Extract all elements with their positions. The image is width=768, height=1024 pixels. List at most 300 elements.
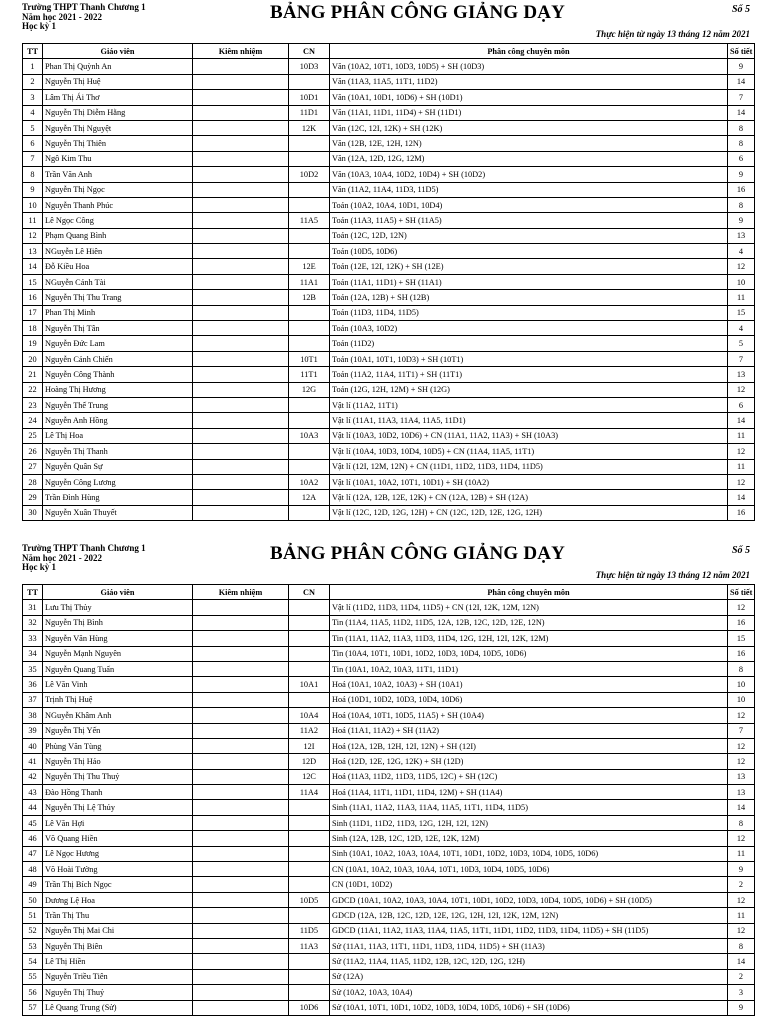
table-row: [23, 182, 755, 197]
cell-assignment: Sử (10A1, 10T1, 10D1, 10D2, 10D3, 10D4, 10D5, 10D6) + SH (10D6): [330, 1000, 728, 1015]
cell-homeroom: [289, 631, 330, 646]
cell-extra-duty: [193, 474, 289, 489]
cell-homeroom: 10A3: [289, 428, 330, 443]
cell-assignment: Văn (12B, 12E, 12H, 12N): [330, 136, 728, 151]
cell-assignment: Văn (10A2, 10T1, 10D3, 10D5) + SH (10D3): [330, 59, 728, 74]
cell-tt: 9: [23, 182, 43, 197]
cell-tt: 34: [23, 646, 43, 661]
assignment-sheet-1: [22, 2, 754, 521]
cell-tt: 45: [23, 815, 43, 830]
cell-teacher: Nguyễn Thị Thanh: [43, 444, 193, 459]
cell-periods: 9: [728, 1000, 755, 1015]
cell-teacher: Nguyễn Thanh Phúc: [43, 197, 193, 212]
cell-assignment: Vật lí (12I, 12M, 12N) + CN (11D1, 11D2, 11D3, 11D4, 11D5): [330, 459, 728, 474]
cell-assignment: Sử (12A): [330, 969, 728, 984]
school-term: Học kỳ 1: [22, 21, 57, 31]
cell-tt: 22: [23, 382, 43, 397]
cell-assignment: Sinh (10A1, 10A2, 10A3, 10A4, 10T1, 10D1, 10D2, 10D3, 10D4, 10D5, 10D6): [330, 846, 728, 861]
cell-homeroom: [289, 877, 330, 892]
cell-periods: 11: [728, 459, 755, 474]
cell-assignment: Hoá (10A4, 10T1, 10D5, 11A5) + SH (10A4): [330, 708, 728, 723]
cell-periods: 13: [728, 785, 755, 800]
table-row: [23, 259, 755, 274]
cell-tt: 17: [23, 305, 43, 320]
cell-homeroom: [289, 321, 330, 336]
cell-homeroom: [289, 800, 330, 815]
table-row: [23, 923, 755, 938]
cell-tt: 1: [23, 59, 43, 74]
cell-homeroom: [289, 862, 330, 877]
cell-teacher: Nguyễn Thị Lệ Thủy: [43, 800, 193, 815]
cell-teacher: Lâm Thị Ái Thơ: [43, 90, 193, 105]
cell-homeroom: 10D5: [289, 892, 330, 907]
cell-extra-duty: [193, 74, 289, 89]
cell-tt: 5: [23, 120, 43, 135]
cell-periods: 9: [728, 167, 755, 182]
cell-homeroom: 11D5: [289, 923, 330, 938]
cell-assignment: Toán (11D2): [330, 336, 728, 351]
cell-extra-duty: [193, 397, 289, 412]
cell-tt: 57: [23, 1000, 43, 1015]
cell-periods: 6: [728, 397, 755, 412]
cell-homeroom: 10D2: [289, 167, 330, 182]
cell-tt: 12: [23, 228, 43, 243]
cell-extra-duty: [193, 259, 289, 274]
table-row: [23, 723, 755, 738]
cell-homeroom: [289, 831, 330, 846]
assignment-sheet-2: [22, 543, 754, 1016]
cell-homeroom: [289, 444, 330, 459]
cell-extra-duty: [193, 661, 289, 676]
cell-homeroom: 11A3: [289, 938, 330, 953]
cell-teacher: Nguyễn Công Lương: [43, 474, 193, 489]
cell-periods: 12: [728, 892, 755, 907]
cell-teacher: Nguyễn Thị Diễm Hằng: [43, 105, 193, 120]
header-col-tt: TT: [23, 44, 43, 59]
table-row: [23, 120, 755, 135]
cell-teacher: Nguyễn Thị Yến: [43, 723, 193, 738]
cell-periods: 14: [728, 413, 755, 428]
cell-teacher: Trần Đình Hùng: [43, 490, 193, 505]
cell-assignment: Tin (10A4, 10T1, 10D1, 10D2, 10D3, 10D4, 10D5, 10D6): [330, 646, 728, 661]
cell-extra-duty: [193, 877, 289, 892]
cell-periods: 13: [728, 228, 755, 243]
cell-tt: 23: [23, 397, 43, 412]
cell-teacher: Lê Văn Hợi: [43, 815, 193, 830]
cell-assignment: Vật lí (10A4, 10D3, 10D4, 10D5) + CN (11A4, 11A5, 11T1): [330, 444, 728, 459]
sheet-number: Số 5: [731, 545, 750, 556]
cell-assignment: Sinh (11A1, 11A2, 11A3, 11A4, 11A5, 11T1, 11D4, 11D5): [330, 800, 728, 815]
cell-extra-duty: [193, 382, 289, 397]
cell-assignment: Hoá (12D, 12E, 12G, 12K) + SH (12D): [330, 754, 728, 769]
cell-homeroom: [289, 505, 330, 520]
cell-teacher: Đỗ Kiều Hoa: [43, 259, 193, 274]
cell-tt: 13: [23, 244, 43, 259]
table-row: [23, 336, 755, 351]
table-row: [23, 105, 755, 120]
cell-periods: 8: [728, 136, 755, 151]
cell-extra-duty: [193, 738, 289, 753]
cell-assignment: Toán (10A2, 10A4, 10D1, 10D4): [330, 197, 728, 212]
cell-homeroom: [289, 459, 330, 474]
cell-periods: 4: [728, 321, 755, 336]
cell-assignment: Văn (12A, 12D, 12G, 12M): [330, 151, 728, 166]
cell-tt: 33: [23, 631, 43, 646]
cell-tt: 26: [23, 444, 43, 459]
header-col-teacher: Giáo viên: [43, 585, 193, 600]
cell-periods: 14: [728, 954, 755, 969]
cell-extra-duty: [193, 105, 289, 120]
cell-periods: 10: [728, 692, 755, 707]
cell-extra-duty: [193, 600, 289, 615]
cell-homeroom: [289, 336, 330, 351]
cell-assignment: Văn (11A3, 11A5, 11T1, 11D2): [330, 74, 728, 89]
cell-assignment: Hoá (11A1, 11A2) + SH (11A2): [330, 723, 728, 738]
cell-homeroom: [289, 305, 330, 320]
header-col-teacher: Giáo viên: [43, 44, 193, 59]
cell-homeroom: [289, 815, 330, 830]
cell-tt: 47: [23, 846, 43, 861]
cell-tt: 55: [23, 969, 43, 984]
table-header-row: [23, 44, 755, 59]
cell-assignment: Văn (11A1, 11D1, 11D4) + SH (11D1): [330, 105, 728, 120]
cell-extra-duty: [193, 785, 289, 800]
cell-assignment: Vật lí (11D2, 11D3, 11D4, 11D5) + CN (12I, 12K, 12M, 12N): [330, 600, 728, 615]
header-col-assignment: Phân công chuyên môn: [330, 585, 728, 600]
cell-periods: 14: [728, 105, 755, 120]
cell-extra-duty: [193, 182, 289, 197]
header-col-assignment: Phân công chuyên môn: [330, 44, 728, 59]
cell-periods: 12: [728, 600, 755, 615]
cell-periods: 5: [728, 336, 755, 351]
cell-teacher: Đào Hồng Thanh: [43, 785, 193, 800]
cell-extra-duty: [193, 120, 289, 135]
table-row: [23, 136, 755, 151]
cell-extra-duty: [193, 428, 289, 443]
cell-assignment: GDCD (10A1, 10A2, 10A3, 10A4, 10T1, 10D1, 10D2, 10D3, 10D4, 10D5, 10D6) + SH (10D5): [330, 892, 728, 907]
cell-extra-duty: [193, 908, 289, 923]
cell-homeroom: 12D: [289, 754, 330, 769]
cell-assignment: Vật lí (11A1, 11A3, 11A4, 11A5, 11D1): [330, 413, 728, 428]
cell-assignment: Toán (10A3, 10D2): [330, 321, 728, 336]
table-row: [23, 505, 755, 520]
cell-tt: 39: [23, 723, 43, 738]
cell-homeroom: 10T1: [289, 351, 330, 366]
cell-teacher: Nguyễn Mạnh Nguyên: [43, 646, 193, 661]
cell-teacher: Nguyễn Quân Sự: [43, 459, 193, 474]
table-row: [23, 769, 755, 784]
cell-extra-duty: [193, 692, 289, 707]
table-row: [23, 661, 755, 676]
cell-tt: 25: [23, 428, 43, 443]
cell-assignment: Hoá (10A1, 10A2, 10A3) + SH (10A1): [330, 677, 728, 692]
cell-teacher: Trần Văn Anh: [43, 167, 193, 182]
cell-tt: 51: [23, 908, 43, 923]
cell-tt: 35: [23, 661, 43, 676]
table-row: [23, 74, 755, 89]
cell-homeroom: 10A4: [289, 708, 330, 723]
cell-teacher: Phạm Quang Bình: [43, 228, 193, 243]
cell-homeroom: 12I: [289, 738, 330, 753]
sheet-header: [22, 2, 754, 43]
school-name: Trường THPT Thanh Chương 1: [22, 543, 146, 553]
cell-periods: 16: [728, 615, 755, 630]
cell-teacher: Nguyễn Anh Hồng: [43, 413, 193, 428]
cell-periods: 12: [728, 708, 755, 723]
cell-extra-duty: [193, 490, 289, 505]
table-row: [23, 892, 755, 907]
cell-assignment: Toán (11A3, 11A5) + SH (11A5): [330, 213, 728, 228]
cell-teacher: Nguyễn Đức Lam: [43, 336, 193, 351]
page-title: BẢNG PHÂN CÔNG GIẢNG DẠY: [270, 543, 566, 564]
header-col-homeroom: CN: [289, 585, 330, 600]
table-row: [23, 1000, 755, 1015]
cell-extra-duty: [193, 862, 289, 877]
cell-periods: 16: [728, 182, 755, 197]
cell-homeroom: 12G: [289, 382, 330, 397]
header-col-tt: TT: [23, 585, 43, 600]
cell-teacher: Lê Thị Hiền: [43, 954, 193, 969]
cell-extra-duty: [193, 969, 289, 984]
cell-teacher: NGuyễn Cảnh Tài: [43, 274, 193, 289]
cell-teacher: Nguyễn Thị Thiên: [43, 136, 193, 151]
cell-extra-duty: [193, 708, 289, 723]
cell-extra-duty: [193, 213, 289, 228]
cell-teacher: Nguyễn Thị Tân: [43, 321, 193, 336]
table-row: [23, 985, 755, 1000]
sheet-header: [22, 543, 754, 584]
cell-teacher: Dương Lệ Hoa: [43, 892, 193, 907]
cell-periods: 16: [728, 505, 755, 520]
cell-tt: 8: [23, 167, 43, 182]
cell-teacher: Ngô Kim Thu: [43, 151, 193, 166]
cell-tt: 14: [23, 259, 43, 274]
table-row: [23, 213, 755, 228]
cell-homeroom: [289, 661, 330, 676]
table-row: [23, 351, 755, 366]
cell-tt: 49: [23, 877, 43, 892]
cell-periods: 11: [728, 846, 755, 861]
cell-teacher: Nguyễn Thị Thu Trang: [43, 290, 193, 305]
table-row: [23, 167, 755, 182]
cell-tt: 31: [23, 600, 43, 615]
table-row: [23, 444, 755, 459]
cell-extra-duty: [193, 90, 289, 105]
cell-assignment: Toán (11D3, 11D4, 11D5): [330, 305, 728, 320]
cell-tt: 38: [23, 708, 43, 723]
table-row: [23, 197, 755, 212]
table-row: [23, 738, 755, 753]
cell-periods: 10: [728, 274, 755, 289]
cell-homeroom: [289, 136, 330, 151]
cell-homeroom: [289, 969, 330, 984]
table-row: [23, 413, 755, 428]
cell-assignment: Sử (10A2, 10A3, 10A4): [330, 985, 728, 1000]
cell-homeroom: [289, 197, 330, 212]
cell-periods: 8: [728, 197, 755, 212]
cell-teacher: Nguyễn Cảnh Chiến: [43, 351, 193, 366]
cell-extra-duty: [193, 754, 289, 769]
school-term: Học kỳ 1: [22, 562, 57, 572]
cell-periods: 13: [728, 769, 755, 784]
table-row: [23, 969, 755, 984]
cell-homeroom: [289, 151, 330, 166]
cell-periods: 8: [728, 815, 755, 830]
cell-homeroom: 11A5: [289, 213, 330, 228]
cell-periods: 12: [728, 923, 755, 938]
cell-tt: 50: [23, 892, 43, 907]
cell-teacher: Phùng Văn Tùng: [43, 738, 193, 753]
cell-tt: 21: [23, 367, 43, 382]
cell-periods: 11: [728, 908, 755, 923]
cell-homeroom: 12A: [289, 490, 330, 505]
cell-tt: 53: [23, 938, 43, 953]
cell-assignment: Văn (12C, 12I, 12K) + SH (12K): [330, 120, 728, 135]
cell-assignment: Toán (10D5, 10D6): [330, 244, 728, 259]
cell-tt: 3: [23, 90, 43, 105]
cell-extra-duty: [193, 367, 289, 382]
cell-periods: 11: [728, 290, 755, 305]
cell-assignment: Vật lí (11A2, 11T1): [330, 397, 728, 412]
table-row: [23, 600, 755, 615]
cell-teacher: Nguyễn Thị Biên: [43, 938, 193, 953]
cell-assignment: GDCD (12A, 12B, 12C, 12D, 12E, 12G, 12H, 12I, 12K, 12M, 12N): [330, 908, 728, 923]
cell-teacher: NGuyễn Lê Hiên: [43, 244, 193, 259]
cell-homeroom: [289, 646, 330, 661]
table-row: [23, 831, 755, 846]
effective-date: Thực hiện từ ngày 13 tháng 12 năm 2021: [595, 29, 750, 39]
cell-periods: 8: [728, 938, 755, 953]
cell-teacher: Lê Ngọc Công: [43, 213, 193, 228]
cell-teacher: Nguyễn Triều Tiên: [43, 969, 193, 984]
header-col-homeroom: CN: [289, 44, 330, 59]
cell-teacher: Nguyễn Thị Bình: [43, 615, 193, 630]
cell-assignment: Vật lí (12C, 12D, 12G, 12H) + CN (12C, 12D, 12E, 12G, 12H): [330, 505, 728, 520]
cell-teacher: Lê Quang Trung (Sử): [43, 1000, 193, 1015]
sheet-number: Số 5: [731, 4, 750, 15]
cell-extra-duty: [193, 413, 289, 428]
table-row: [23, 877, 755, 892]
cell-extra-duty: [193, 444, 289, 459]
cell-periods: 10: [728, 677, 755, 692]
cell-homeroom: [289, 908, 330, 923]
cell-assignment: Hoá (12A, 12B, 12H, 12I, 12N) + SH (12I): [330, 738, 728, 753]
cell-tt: 2: [23, 74, 43, 89]
table-row: [23, 631, 755, 646]
cell-teacher: Võ Quang Hiền: [43, 831, 193, 846]
school-year: Năm học 2021 - 2022: [22, 11, 102, 22]
cell-homeroom: 10D1: [289, 90, 330, 105]
cell-homeroom: 11A1: [289, 274, 330, 289]
table-row: [23, 954, 755, 969]
cell-tt: 11: [23, 213, 43, 228]
cell-periods: 14: [728, 490, 755, 505]
cell-tt: 30: [23, 505, 43, 520]
cell-tt: 52: [23, 923, 43, 938]
table-row: [23, 846, 755, 861]
cell-periods: 12: [728, 754, 755, 769]
cell-extra-duty: [193, 459, 289, 474]
cell-extra-duty: [193, 336, 289, 351]
cell-tt: 27: [23, 459, 43, 474]
cell-tt: 40: [23, 738, 43, 753]
table-row: [23, 274, 755, 289]
cell-tt: 24: [23, 413, 43, 428]
cell-teacher: Nguyễn Thị Thu Thuỷ: [43, 769, 193, 784]
cell-assignment: Văn (10A3, 10A4, 10D2, 10D4) + SH (10D2): [330, 167, 728, 182]
cell-tt: 43: [23, 785, 43, 800]
table-row: [23, 785, 755, 800]
cell-periods: 3: [728, 985, 755, 1000]
cell-extra-duty: [193, 1000, 289, 1015]
cell-assignment: Văn (11A2, 11A4, 11D3, 11D5): [330, 182, 728, 197]
cell-assignment: Hoá (10D1, 10D2, 10D3, 10D4, 10D6): [330, 692, 728, 707]
table-row: [23, 708, 755, 723]
cell-periods: 7: [728, 351, 755, 366]
header-col-periods: Số tiết: [728, 585, 755, 600]
table-row: [23, 397, 755, 412]
cell-homeroom: [289, 615, 330, 630]
table-row: [23, 800, 755, 815]
cell-periods: 15: [728, 631, 755, 646]
table-row: [23, 90, 755, 105]
cell-tt: 15: [23, 274, 43, 289]
cell-extra-duty: [193, 985, 289, 1000]
cell-assignment: Vật lí (10A1, 10A2, 10T1, 10D1) + SH (10A2): [330, 474, 728, 489]
cell-teacher: Nguyễn Thị Nguyệt: [43, 120, 193, 135]
cell-teacher: Trần Thị Thu: [43, 908, 193, 923]
table-row: [23, 244, 755, 259]
cell-homeroom: 12C: [289, 769, 330, 784]
cell-teacher: Nguyễn Thị Ngọc: [43, 182, 193, 197]
cell-extra-duty: [193, 846, 289, 861]
cell-assignment: Toán (12C, 12D, 12N): [330, 228, 728, 243]
cell-periods: 13: [728, 367, 755, 382]
cell-assignment: CN (10A1, 10A2, 10A3, 10A4, 10T1, 10D3, 10D4, 10D5, 10D6): [330, 862, 728, 877]
cell-periods: 8: [728, 120, 755, 135]
cell-tt: 4: [23, 105, 43, 120]
cell-homeroom: [289, 182, 330, 197]
cell-extra-duty: [193, 892, 289, 907]
cell-extra-duty: [193, 244, 289, 259]
cell-extra-duty: [193, 954, 289, 969]
cell-tt: 36: [23, 677, 43, 692]
cell-assignment: Hoá (11A3, 11D2, 11D3, 11D5, 12C) + SH (12C): [330, 769, 728, 784]
cell-extra-duty: [193, 677, 289, 692]
cell-homeroom: 12E: [289, 259, 330, 274]
cell-homeroom: [289, 954, 330, 969]
cell-homeroom: 11A2: [289, 723, 330, 738]
cell-homeroom: 12B: [289, 290, 330, 305]
cell-homeroom: 10D3: [289, 59, 330, 74]
cell-tt: 10: [23, 197, 43, 212]
table-row: [23, 490, 755, 505]
cell-teacher: Võ Hoài Tường: [43, 862, 193, 877]
cell-periods: 7: [728, 90, 755, 105]
cell-periods: 12: [728, 738, 755, 753]
cell-tt: 16: [23, 290, 43, 305]
cell-extra-duty: [193, 923, 289, 938]
cell-periods: 2: [728, 877, 755, 892]
cell-periods: 12: [728, 444, 755, 459]
cell-extra-duty: [193, 769, 289, 784]
table-row: [23, 692, 755, 707]
cell-assignment: Vật lí (12A, 12B, 12E, 12K) + CN (12A, 12B) + SH (12A): [330, 490, 728, 505]
table-row: [23, 908, 755, 923]
cell-homeroom: [289, 985, 330, 1000]
cell-extra-duty: [193, 615, 289, 630]
table-row: [23, 459, 755, 474]
